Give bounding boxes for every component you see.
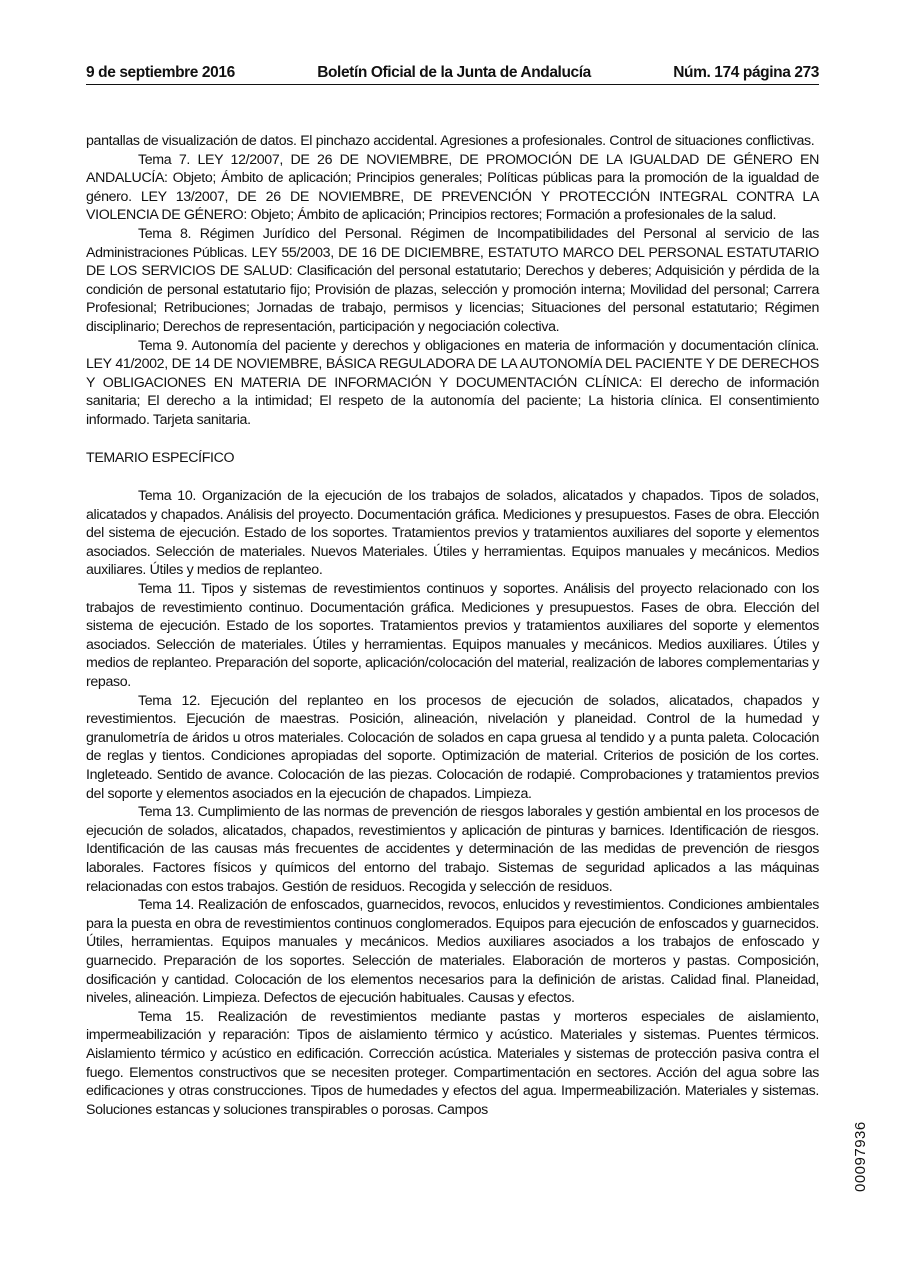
document-page [86, 64, 819, 1119]
paragraph-continuation: pantallas de visualización de datos. El pinchazo accidental. Agresiones a profesionales. Control de situaciones conflictivas. [86, 133, 815, 149]
document-body [86, 132, 819, 1119]
paragraph-tema-7: Tema 7. LEY 12/2007, DE 26 DE NOVIEMBRE, DE PROMOCIÓN DE LA IGUALDAD DE GÉNERO EN ANDALUCÍA: Objeto; Ámbito de aplicación; Principios generales; Políticas públicas para la promoción de la igualdad de género. LEY 13/2007, DE 26 DE NOVIEMBRE, DE PREVENCIÓN Y PROTECCIÓN INTEGRAL CONTRA LA VIOLENCIA DE GÉNERO: Objeto; Ámbito de aplicación; Principios rectores; Formación a profesionales de la salud. [86, 151, 819, 224]
paragraph-tema-9: Tema 9. Autonomía del paciente y derechos y obligaciones en materia de información y documentación clínica. LEY 41/2002, DE 14 DE NOVIEMBRE, BÁSICA REGULADORA DE LA AUTONOMÍA DEL PACIENTE Y DE DERECHOS Y OBLIGACIONES EN MATERIA DE INFORMACIÓN Y DOCUMENTACIÓN CLÍNICA: El derecho de información sanitaria; El derecho a la intimidad; El respeto de la autonomía del paciente; La historia clínica. El consentimiento informado. Tarjeta sanitaria. [86, 337, 819, 428]
paragraph-tema-10: Tema 10. Organización de la ejecución de los trabajos de solados, alicatados y chapados. Tipos de solados, alicatados y chapados. Análisis del proyecto. Documentación gráfica. Mediciones y presupuestos. Fases de obra. Elección del sistema de ejecución. Estado de los soportes. Tratamientos previos y tratamientos auxiliares del soporte y elementos asociados. Selección de materiales. Nuevos Materiales. Útiles y herramientas. Equipos manuales y mecánicos. Medios auxiliares. Útiles y medios de replanteo. [86, 488, 819, 579]
paragraph-tema-13: Tema 13. Cumplimiento de las normas de prevención de riesgos laborales y gestión ambiental en los procesos de ejecución de solados, alicatados, chapados, revestimientos y aplicación de pinturas y barnices. Identificación de riesgos. Identificación de las causas más frecuentes de accidentes y determinación de las medidas de prevención de riesgos laborales. Factores físicos y químicos del entorno del trabajo. Sistemas de seguridad aplicados a las máquinas relacionadas con estos trabajos. Gestión de residuos. Recogida y selección de residuos. [86, 804, 819, 895]
paragraph-tema-11: Tema 11. Tipos y sistemas de revestimientos continuos y soportes. Análisis del proyecto relacionado con los trabajos de revestimiento continuo. Documentación gráfica. Mediciones y presupuestos. Fases de obra. Elección del sistema de ejecución. Estado de los soportes. Tratamientos previos y tratamientos auxiliares del soporte y elementos asociados. Selección de materiales. Útiles y herramientas. Equipos manuales y mecánicos. Medios auxiliares. Útiles y medios de replanteo. Preparación del soporte, aplicación/colocación del material, realización de labores complementarias y repaso. [86, 581, 819, 691]
paragraph-tema-15: Tema 15. Realización de revestimientos mediante pastas y morteros especiales de aislamiento, impermeabilización y reparación: Tipos de aislamiento térmico y acústico. Materiales y sistemas. Puentes térmicos. Aislamiento térmico y acústico en edificación. Corrección acústica. Materiales y sistemas de protección pasiva contra el fuego. Elementos constructivos que se necesiten proteger. Compartimentación en sectores. Acción del agua sobre las edificaciones y otras construcciones. Tipos de humedades y efectos del agua. Impermeabilización. Materiales y sistemas. Soluciones estancas y soluciones transpirables o porosas. Campos [86, 1008, 819, 1118]
header-page-number: Núm. 174 página 273 [673, 64, 819, 81]
side-document-code: 00097936 [852, 1121, 869, 1192]
paragraph-tema-12: Tema 12. Ejecución del replanteo en los procesos de ejecución de solados, alicatados, chapados y revestimientos. Ejecución de maestras. Posición, alineación, nivelación y planeidad. Control de la humedad y granulometría de áridos u otros materiales. Colocación de solados en capa gruesa al tendido y a punta paleta. Colocación de reglas y tientos. Condiciones apropiadas del soporte. Optimización de material. Criterios de posición de los cortes. Ingleteado. Sentido de avance. Colocación de las piezas. Colocación de rodapié. Comprobaciones y tratamientos previos del soporte y elementos asociados en la ejecución de chapados. Limpieza. [86, 692, 819, 802]
header-title: Boletín Oficial de la Junta de Andalucía [317, 64, 591, 81]
header-date: 9 de septiembre 2016 [86, 64, 235, 81]
paragraph-tema-8: Tema 8. Régimen Jurídico del Personal. Régimen de Incompatibilidades del Personal al servicio de las Administraciones Públicas. LEY 55/2003, DE 16 DE DICIEMBRE, ESTATUTO MARCO DEL PERSONAL ESTATUTARIO DE LOS SERVICIOS DE SALUD: Clasificación del personal estatutario; Derechos y deberes; Adquisición y pérdida de la condición de personal estatutario fijo; Provisión de plazas, selección y promoción interna; Movilidad del personal; Carrera Profesional; Retribuciones; Jornadas de trabajo, permisos y licencias; Situaciones del personal estatutario; Régimen disciplinario; Derechos de representación, participación y negociación colectiva. [86, 225, 819, 335]
page-header [86, 64, 819, 85]
section-title: TEMARIO ESPECÍFICO [86, 449, 235, 466]
paragraph-tema-14: Tema 14. Realización de enfoscados, guarnecidos, revocos, enlucidos y revestimientos. Condiciones ambientales para la puesta en obra de revestimientos continuos conglomerados. Equipos para ejecución de enfoscados y guarnecidos. Útiles, herramientas. Equipos manuales y mecánicos. Medios auxiliares asociados a los trabajos de enfoscado y guarnecido. Preparación de los soportes. Selección de materiales. Elaboración de morteros y pastas. Composición, dosificación y cantidad. Colocación de los elementos necesarios para la definición de aristas. Calidad final. Planeidad, niveles, alineación. Limpieza. Defectos de ejecución habituales. Causas y efectos. [86, 897, 819, 1007]
